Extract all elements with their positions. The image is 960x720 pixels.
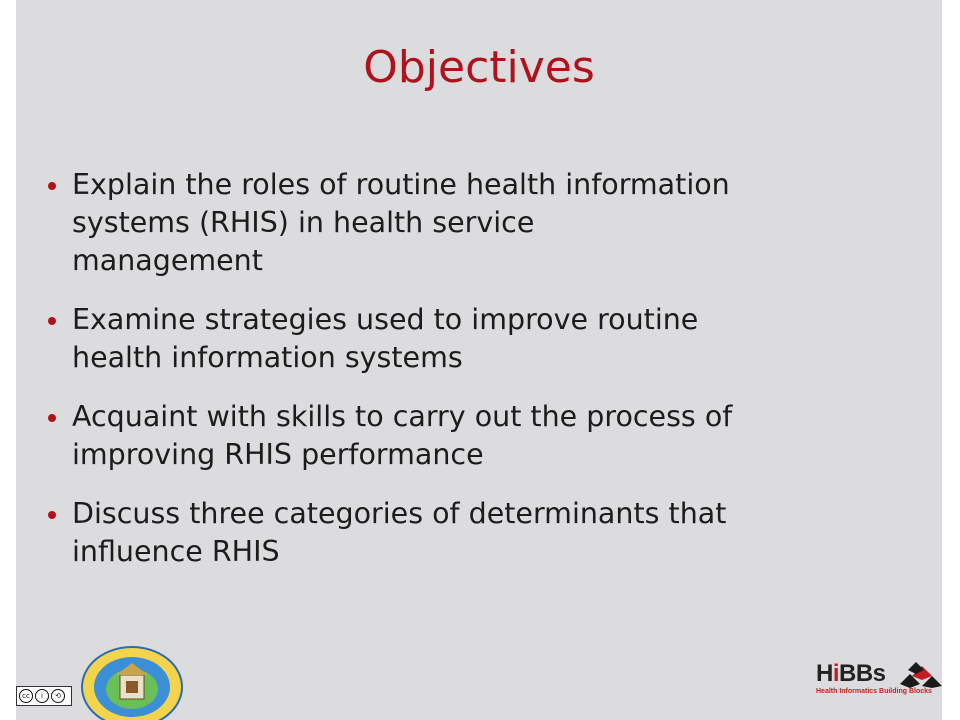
hibbs-wordmark: HiBBs	[816, 660, 886, 687]
bullet-text-line: management	[72, 244, 263, 277]
hibbs-logo	[816, 660, 946, 704]
building-blocks-icon	[898, 662, 942, 688]
list-item	[44, 398, 924, 474]
bullet-text-line: Explain the roles of routine health information	[72, 168, 730, 201]
bullet-text-line: improving RHIS performance	[72, 438, 484, 471]
bullet-icon	[48, 317, 56, 325]
bullet-icon	[48, 182, 56, 190]
bullet-icon	[48, 414, 56, 422]
seal-text	[16, 0, 17, 1]
cc-icon: cc	[19, 689, 33, 703]
attribution-icon: i	[35, 689, 49, 703]
creative-commons-license-badge[interactable]	[16, 686, 72, 706]
objectives-list	[44, 166, 924, 592]
bullet-text-line: systems (RHIS) in health service	[72, 206, 535, 239]
bullet-text-line: Acquaint with skills to carry out the process of	[72, 400, 733, 433]
slide	[16, 0, 942, 720]
list-item	[44, 495, 924, 571]
hibbs-tagline: Health Informatics Building Blocks	[816, 688, 932, 695]
share-alike-icon: ⟲	[51, 689, 65, 703]
bullet-text-line: influence RHIS	[72, 535, 280, 568]
bullet-text-line: Discuss three categories of determinants that	[72, 497, 727, 530]
bullet-text-line: health information systems	[72, 341, 463, 374]
list-item	[44, 301, 924, 377]
university-seal-logo	[80, 645, 184, 720]
bullet-text-line: Examine strategies used to improve routine	[72, 303, 699, 336]
list-item	[44, 166, 924, 280]
slide-title: Objectives	[363, 42, 595, 93]
bullet-icon	[48, 511, 56, 519]
